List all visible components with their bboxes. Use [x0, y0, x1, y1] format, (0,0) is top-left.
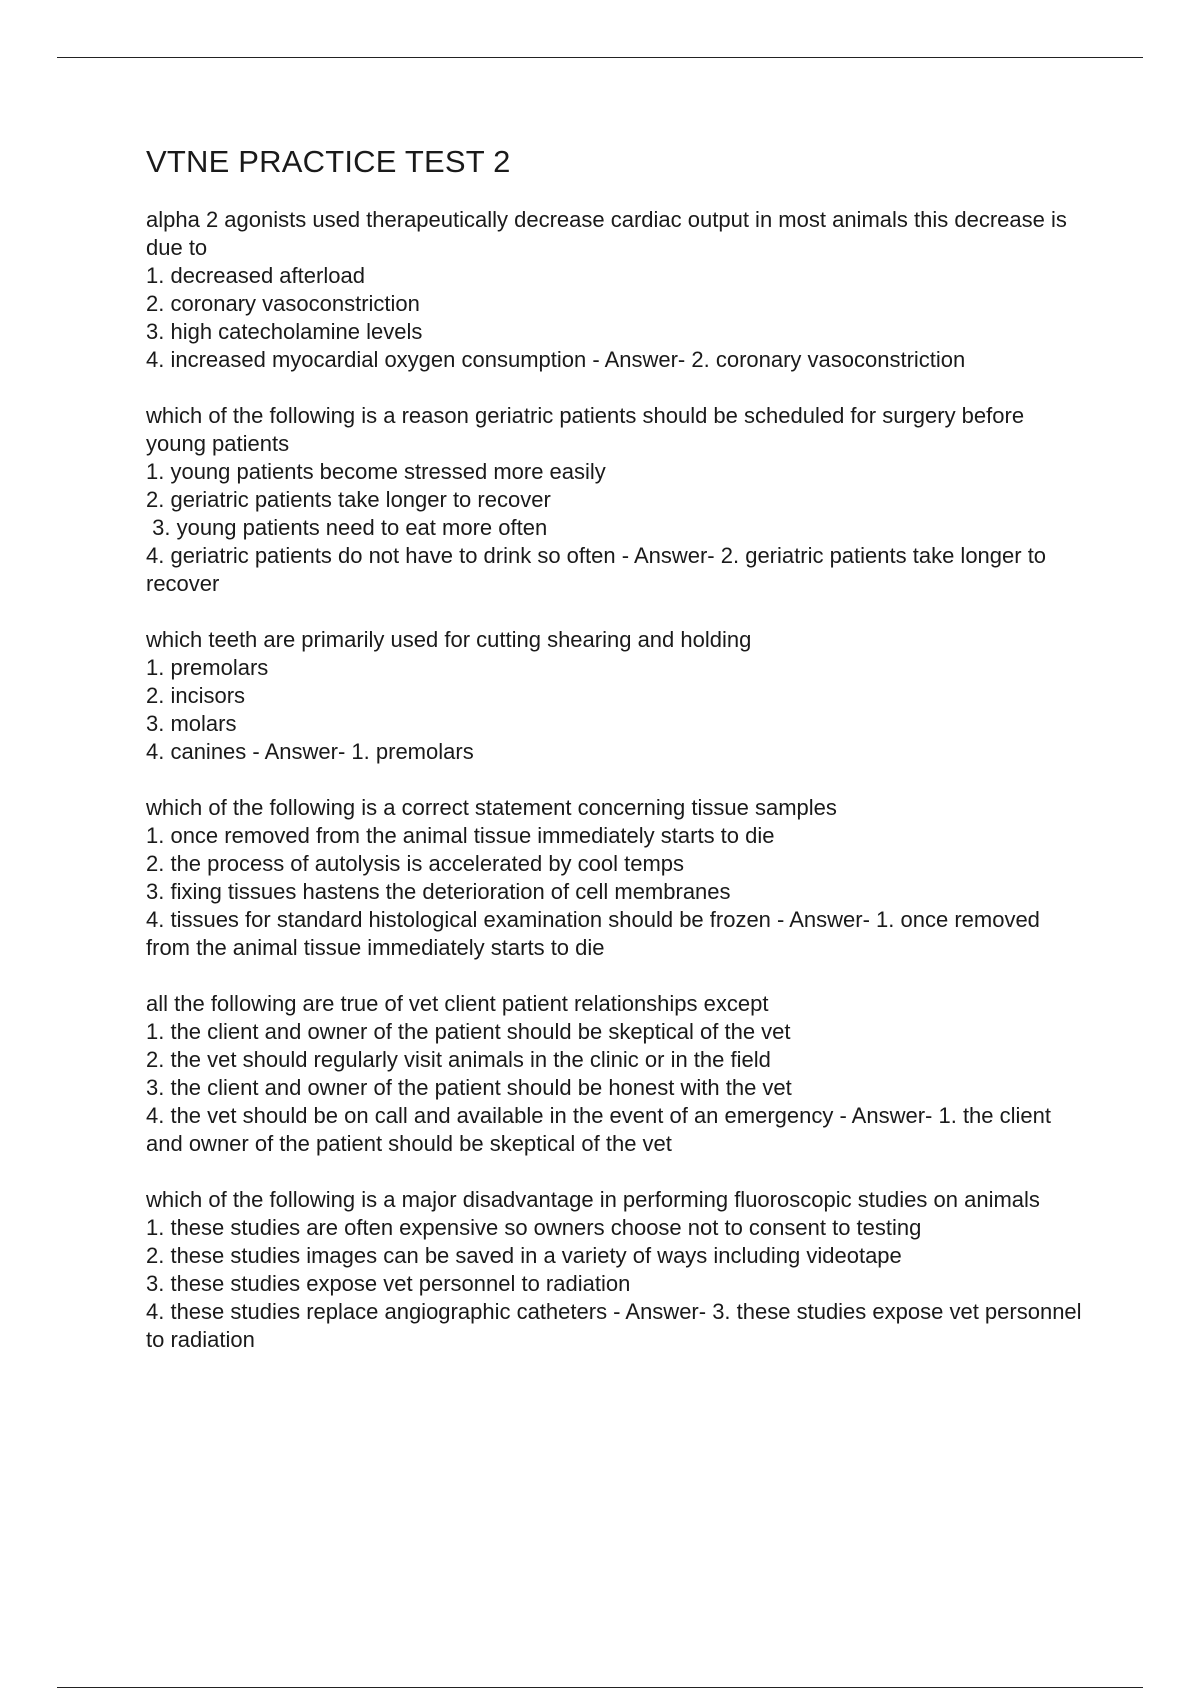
question-2-option-4-answer: 4. geriatric patients do not have to drink so often - Answer- 2. geriatric patients take longer to recover: [146, 543, 1047, 596]
question-6-option-4-answer: 4. these studies replace angiographic catheters - Answer- 3. these studies expose vet personnel to radiation: [146, 1299, 1082, 1352]
question-1-option-3: 3. high catecholamine levels: [146, 319, 423, 344]
question-5-stem: all the following are true of vet client patient relationships except: [146, 991, 769, 1016]
question-4-option-1: 1. once removed from the animal tissue immediately starts to die: [146, 823, 775, 848]
question-6-option-3: 3. these studies expose vet personnel to radiation: [146, 1271, 631, 1296]
question-3: [146, 626, 1086, 766]
question-1: [146, 206, 1086, 374]
question-6-option-1: 1. these studies are often expensive so owners choose not to consent to testing: [146, 1215, 922, 1240]
question-1-option-2: 2. coronary vasoconstriction: [146, 291, 420, 316]
question-1-option-4-answer: 4. increased myocardial oxygen consumption - Answer- 2. coronary vasoconstriction: [146, 347, 966, 372]
document-body: [146, 140, 1086, 1382]
question-3-stem: which teeth are primarily used for cutting shearing and holding: [146, 627, 752, 652]
question-6: [146, 1186, 1086, 1354]
question-3-option-3: 3. molars: [146, 711, 237, 736]
question-5: [146, 990, 1086, 1158]
question-5-option-3: 3. the client and owner of the patient should be honest with the vet: [146, 1075, 792, 1100]
document-title: VTNE PRACTICE TEST 2: [146, 144, 511, 179]
question-2-option-2: 2. geriatric patients take longer to recover: [146, 487, 551, 512]
question-4: [146, 794, 1086, 962]
question-2: [146, 402, 1086, 598]
question-4-stem: which of the following is a correct statement concerning tissue samples: [146, 795, 837, 820]
question-4-option-4-answer: 4. tissues for standard histological examination should be frozen - Answer- 1. once removed from the animal tissue immediately starts to die: [146, 907, 1040, 960]
question-2-option-1: 1. young patients become stressed more easily: [146, 459, 606, 484]
question-1-stem: alpha 2 agonists used therapeutically decrease cardiac output in most animals this decrease is due to: [146, 207, 1067, 260]
question-5-option-2: 2. the vet should regularly visit animals in the clinic or in the field: [146, 1047, 771, 1072]
question-4-option-3: 3. fixing tissues hastens the deterioration of cell membranes: [146, 879, 731, 904]
question-3-option-1: 1. premolars: [146, 655, 269, 680]
question-1-option-1: 1. decreased afterload: [146, 263, 365, 288]
question-2-option-3: 3. young patients need to eat more often: [146, 515, 548, 540]
question-6-stem: which of the following is a major disadvantage in performing fluoroscopic studies on animals: [146, 1187, 1040, 1212]
bottom-rule: [57, 1687, 1143, 1688]
top-rule: [57, 57, 1143, 58]
question-3-option-4-answer: 4. canines - Answer- 1. premolars: [146, 739, 474, 764]
question-5-option-1: 1. the client and owner of the patient should be skeptical of the vet: [146, 1019, 791, 1044]
question-3-option-2: 2. incisors: [146, 683, 246, 708]
question-6-option-2: 2. these studies images can be saved in a variety of ways including videotape: [146, 1243, 902, 1268]
question-4-option-2: 2. the process of autolysis is accelerated by cool temps: [146, 851, 685, 876]
question-2-stem: which of the following is a reason geriatric patients should be scheduled for surgery before young patients: [146, 403, 1025, 456]
question-5-option-4-answer: 4. the vet should be on call and available in the event of an emergency - Answer- 1. the client and owner of the patient should be skeptical of the vet: [146, 1103, 1051, 1156]
